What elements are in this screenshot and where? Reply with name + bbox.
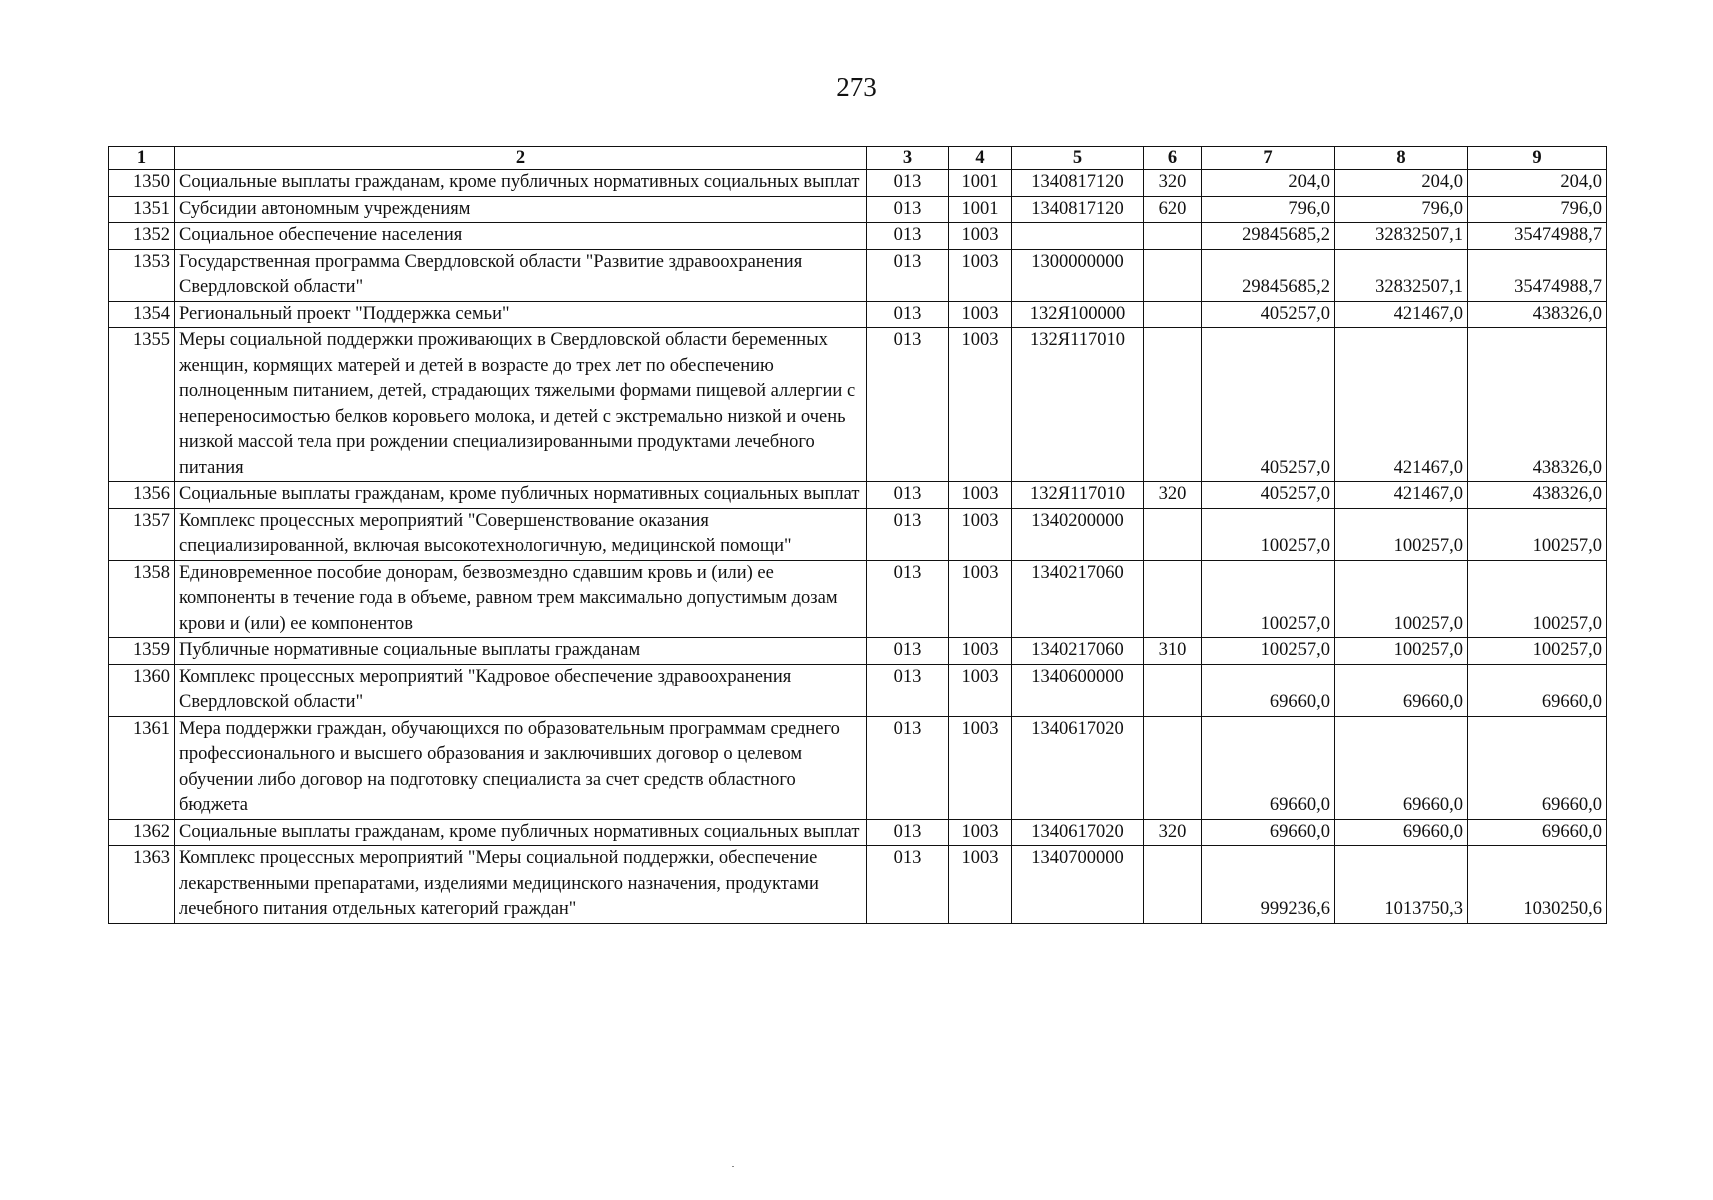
table-row: [109, 328, 1607, 482]
col3-cell: 013: [867, 249, 949, 301]
amount-col7-cell: 999236,6: [1202, 846, 1335, 924]
col4-cell: 1003: [949, 482, 1012, 509]
amount-col7-cell: 29845685,2: [1202, 223, 1335, 250]
amount-col7-cell: 405257,0: [1202, 482, 1335, 509]
col5-cell: 1340817120: [1012, 170, 1144, 197]
col6-cell: [1144, 249, 1202, 301]
column-header: 2: [175, 147, 867, 170]
col6-cell: [1144, 328, 1202, 482]
col3-cell: 013: [867, 170, 949, 197]
table-row: [109, 196, 1607, 223]
table-row: [109, 716, 1607, 819]
col5-cell: 1340217060: [1012, 560, 1144, 638]
column-header: 7: [1202, 147, 1335, 170]
col6-cell: 620: [1144, 196, 1202, 223]
table-row: [109, 482, 1607, 509]
amount-col7-cell: 69660,0: [1202, 716, 1335, 819]
col5-cell: 1340600000: [1012, 664, 1144, 716]
col4-cell: 1003: [949, 249, 1012, 301]
amount-col9-cell: 100257,0: [1468, 560, 1607, 638]
amount-col9-cell: 35474988,7: [1468, 223, 1607, 250]
amount-col8-cell: 100257,0: [1335, 508, 1468, 560]
description-cell: Социальные выплаты гражданам, кроме публичных нормативных социальных выплат: [175, 482, 867, 509]
column-header: 3: [867, 147, 949, 170]
col5-cell: 132Я100000: [1012, 301, 1144, 328]
col4-cell: 1003: [949, 508, 1012, 560]
col5-cell: 1340617020: [1012, 819, 1144, 846]
amount-col7-cell: 69660,0: [1202, 664, 1335, 716]
amount-col8-cell: 69660,0: [1335, 716, 1468, 819]
amount-col7-cell: 100257,0: [1202, 508, 1335, 560]
description-cell: Государственная программа Свердловской области "Развитие здравоохранения Свердловской области": [175, 249, 867, 301]
budget-table: [108, 146, 1607, 924]
col4-cell: 1003: [949, 846, 1012, 924]
amount-col8-cell: 1013750,3: [1335, 846, 1468, 924]
amount-col7-cell: 100257,0: [1202, 560, 1335, 638]
scan-speck: [732, 1166, 734, 1167]
col3-cell: 013: [867, 819, 949, 846]
col6-cell: 320: [1144, 819, 1202, 846]
col5-cell: 1340817120: [1012, 196, 1144, 223]
col3-cell: 013: [867, 301, 949, 328]
col6-cell: [1144, 560, 1202, 638]
row-number-cell: 1352: [109, 223, 175, 250]
row-number-cell: 1361: [109, 716, 175, 819]
row-number-cell: 1354: [109, 301, 175, 328]
table-row: [109, 508, 1607, 560]
col4-cell: 1003: [949, 328, 1012, 482]
description-cell: Единовременное пособие донорам, безвозмездно сдавшим кровь и (или) ее компоненты в течение года в объеме, равном трем максимально допустимым дозам крови и (или) ее компонентов: [175, 560, 867, 638]
col3-cell: 013: [867, 846, 949, 924]
col4-cell: 1003: [949, 638, 1012, 665]
amount-col7-cell: 69660,0: [1202, 819, 1335, 846]
amount-col9-cell: 100257,0: [1468, 638, 1607, 665]
table-row: [109, 664, 1607, 716]
row-number-cell: 1355: [109, 328, 175, 482]
col5-cell: 1300000000: [1012, 249, 1144, 301]
row-number-cell: 1358: [109, 560, 175, 638]
amount-col8-cell: 100257,0: [1335, 560, 1468, 638]
table-row: [109, 301, 1607, 328]
col3-cell: 013: [867, 664, 949, 716]
col5-cell: 1340200000: [1012, 508, 1144, 560]
description-cell: Комплекс процессных мероприятий "Меры социальной поддержки, обеспечение лекарственными препаратами, изделиями медицинского назначения, продуктами лечебного питания отдельных категорий граждан": [175, 846, 867, 924]
table-row: [109, 819, 1607, 846]
row-number-cell: 1357: [109, 508, 175, 560]
amount-col7-cell: 796,0: [1202, 196, 1335, 223]
amount-col8-cell: 204,0: [1335, 170, 1468, 197]
col3-cell: 013: [867, 560, 949, 638]
amount-col9-cell: 100257,0: [1468, 508, 1607, 560]
amount-col8-cell: 421467,0: [1335, 301, 1468, 328]
description-cell: Региональный проект "Поддержка семьи": [175, 301, 867, 328]
table-header-row: [109, 147, 1607, 170]
col6-cell: [1144, 716, 1202, 819]
col6-cell: [1144, 508, 1202, 560]
col5-cell: [1012, 223, 1144, 250]
col4-cell: 1003: [949, 301, 1012, 328]
col4-cell: 1001: [949, 196, 1012, 223]
description-cell: Публичные нормативные социальные выплаты гражданам: [175, 638, 867, 665]
description-cell: Социальные выплаты гражданам, кроме публичных нормативных социальных выплат: [175, 170, 867, 197]
row-number-cell: 1350: [109, 170, 175, 197]
amount-col8-cell: 32832507,1: [1335, 223, 1468, 250]
amount-col9-cell: 35474988,7: [1468, 249, 1607, 301]
col3-cell: 013: [867, 328, 949, 482]
table-row: [109, 249, 1607, 301]
col5-cell: 1340217060: [1012, 638, 1144, 665]
amount-col8-cell: 69660,0: [1335, 819, 1468, 846]
amount-col7-cell: 405257,0: [1202, 328, 1335, 482]
col3-cell: 013: [867, 223, 949, 250]
col3-cell: 013: [867, 508, 949, 560]
table-row: [109, 223, 1607, 250]
col4-cell: 1003: [949, 819, 1012, 846]
row-number-cell: 1353: [109, 249, 175, 301]
amount-col8-cell: 100257,0: [1335, 638, 1468, 665]
amount-col8-cell: 796,0: [1335, 196, 1468, 223]
col5-cell: 132Я117010: [1012, 328, 1144, 482]
col3-cell: 013: [867, 482, 949, 509]
col4-cell: 1001: [949, 170, 1012, 197]
description-cell: Меры социальной поддержки проживающих в Свердловской области беременных женщин, кормящих матерей и детей в возрасте до трех лет по обеспечению полноценным питанием, детей, страдающих тяжелыми формами пищевой аллергии с непереносимостью белков коровьего молока, и детей с экстремально низкой и очень низкой массой тела при рождении специализированными продуктами лечебного питания: [175, 328, 867, 482]
row-number-cell: 1360: [109, 664, 175, 716]
amount-col8-cell: 69660,0: [1335, 664, 1468, 716]
row-number-cell: 1356: [109, 482, 175, 509]
column-header: 1: [109, 147, 175, 170]
amount-col8-cell: 421467,0: [1335, 482, 1468, 509]
description-cell: Комплекс процессных мероприятий "Кадровое обеспечение здравоохранения Свердловской области": [175, 664, 867, 716]
amount-col9-cell: 69660,0: [1468, 716, 1607, 819]
page-number: 273: [836, 72, 877, 102]
amount-col9-cell: 438326,0: [1468, 301, 1607, 328]
column-header: 8: [1335, 147, 1468, 170]
description-cell: Социальные выплаты гражданам, кроме публичных нормативных социальных выплат: [175, 819, 867, 846]
column-header: 5: [1012, 147, 1144, 170]
amount-col7-cell: 100257,0: [1202, 638, 1335, 665]
amount-col9-cell: 204,0: [1468, 170, 1607, 197]
table-body: [109, 170, 1607, 924]
row-number-cell: 1359: [109, 638, 175, 665]
amount-col9-cell: 69660,0: [1468, 664, 1607, 716]
amount-col9-cell: 438326,0: [1468, 328, 1607, 482]
col4-cell: 1003: [949, 716, 1012, 819]
amount-col9-cell: 69660,0: [1468, 819, 1607, 846]
col6-cell: 320: [1144, 482, 1202, 509]
amount-col9-cell: 796,0: [1468, 196, 1607, 223]
description-cell: Мера поддержки граждан, обучающихся по образовательным программам среднего профессионального и высшего образования и заключивших договор о целевом обучении либо договор на подготовку специалиста за счет средств областного бюджета: [175, 716, 867, 819]
col5-cell: 1340700000: [1012, 846, 1144, 924]
description-cell: Социальное обеспечение населения: [175, 223, 867, 250]
col3-cell: 013: [867, 638, 949, 665]
amount-col7-cell: 29845685,2: [1202, 249, 1335, 301]
col6-cell: 320: [1144, 170, 1202, 197]
amount-col9-cell: 1030250,6: [1468, 846, 1607, 924]
col4-cell: 1003: [949, 664, 1012, 716]
table-row: [109, 846, 1607, 924]
col6-cell: 310: [1144, 638, 1202, 665]
amount-col7-cell: 405257,0: [1202, 301, 1335, 328]
description-cell: Субсидии автономным учреждениям: [175, 196, 867, 223]
col4-cell: 1003: [949, 223, 1012, 250]
column-header: 4: [949, 147, 1012, 170]
row-number-cell: 1363: [109, 846, 175, 924]
table-row: [109, 170, 1607, 197]
column-header: 6: [1144, 147, 1202, 170]
row-number-cell: 1351: [109, 196, 175, 223]
amount-col8-cell: 421467,0: [1335, 328, 1468, 482]
col6-cell: [1144, 223, 1202, 250]
col6-cell: [1144, 301, 1202, 328]
col5-cell: 132Я117010: [1012, 482, 1144, 509]
col5-cell: 1340617020: [1012, 716, 1144, 819]
table-row: [109, 560, 1607, 638]
col6-cell: [1144, 846, 1202, 924]
amount-col8-cell: 32832507,1: [1335, 249, 1468, 301]
col6-cell: [1144, 664, 1202, 716]
column-header: 9: [1468, 147, 1607, 170]
col3-cell: 013: [867, 196, 949, 223]
row-number-cell: 1362: [109, 819, 175, 846]
description-cell: Комплекс процессных мероприятий "Совершенствование оказания специализированной, включая высокотехнологичную, медицинской помощи": [175, 508, 867, 560]
amount-col7-cell: 204,0: [1202, 170, 1335, 197]
col4-cell: 1003: [949, 560, 1012, 638]
amount-col9-cell: 438326,0: [1468, 482, 1607, 509]
table-row: [109, 638, 1607, 665]
col3-cell: 013: [867, 716, 949, 819]
